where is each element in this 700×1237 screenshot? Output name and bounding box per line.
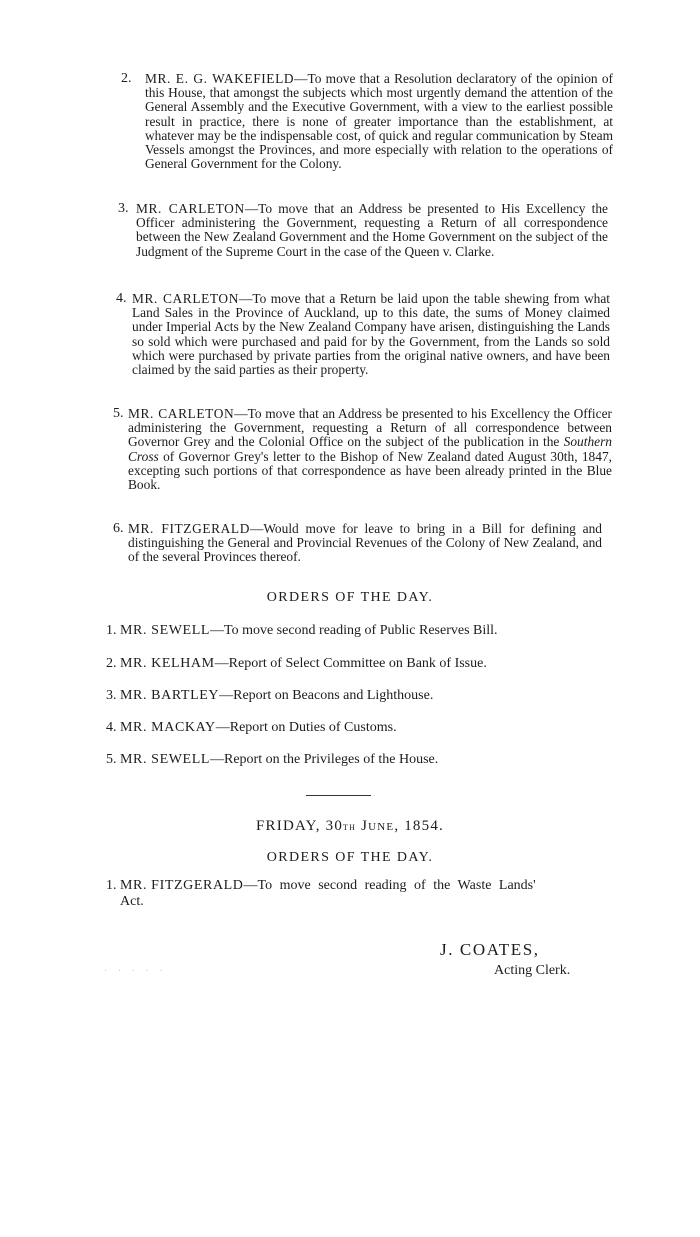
order-mover: MR. KELHAM [120, 656, 215, 671]
order-item [106, 720, 666, 736]
motion-text [136, 202, 608, 259]
order-text: —Report on Beacons and Lighthouse. [219, 688, 434, 703]
date-ordinal: th [343, 819, 357, 833]
order-number: 3. [106, 688, 117, 703]
motion-mover: MR. CARLETON [128, 406, 235, 421]
order-mover: MR. BARTLEY [120, 688, 220, 703]
clerk-name: J. COATES, [440, 940, 540, 959]
motion-number: 5. [113, 406, 124, 421]
order-text: —To move second reading of Public Reserves Bill. [210, 623, 498, 638]
orders-heading: ORDERS OF THE DAY. [266, 590, 434, 605]
motion-mover: MR. FITZGERALD [128, 521, 250, 536]
order-mover: MR. SEWELL [120, 623, 210, 638]
order-number: 1. [106, 878, 117, 893]
motion-body: —Would move for leave to bring in a Bill for defining and distinguishing the General and Provincial Revenues of the Colony of New Zealand, and of the several Provinces thereof. [128, 521, 602, 565]
motion-body: —To move that a Return be laid upon the table shewing from what Land Sales in the Province of Auckland, up to this date, the sums of Money claimed under Imperial Acts by the New Zealand Company have arisen, distinguishing the Lands so sold which were purchased and paid for by the Government, from the Lands so sold which were purchased by private parties from the original native owners, and have been claimed by the said parties as their property. [132, 291, 610, 378]
order-text: —Report on Duties of Customs. [215, 720, 397, 735]
motion-text [128, 522, 602, 565]
order-text: —Report on the Privileges of the House. [210, 752, 439, 767]
date-year: , 1854. [394, 818, 444, 834]
order-item [106, 752, 666, 768]
motion-body: —To move that a Resolution declaratory of the opinion of this House, that amongst the subjects which most urgently demand the attention of the General Assembly and the Executive Government, with a view to the earliest possible result in practice, there is none of greater importance than the establishment, at whatever may be the indispensable cost, of quick and regular communication by Steam Vessels amongst the Provinces, and more especially with relation to the operations of General Government for the Colony. [145, 71, 613, 172]
motion-mover: MR. E. G. WAKEFIELD [145, 71, 295, 86]
order-text-continued: Act. [120, 894, 144, 909]
section-divider [306, 795, 371, 796]
order-number: 5. [106, 752, 117, 767]
sitting-date [0, 818, 700, 835]
order-number: 1. [106, 623, 117, 638]
order-text: —To move second reading of the Waste Lands' [243, 878, 536, 893]
order-text: —Report of Select Committee on Bank of Issue. [214, 656, 487, 671]
motion-body-end: of Governor Grey's letter to the Bishop of New Zealand dated August 30th, 1847, excepting such portions of that correspondence as have been already printed in the Blue Book. [128, 448, 612, 493]
motion-number: 3. [118, 201, 129, 216]
motion-number: 2. [121, 71, 132, 86]
motion-body: —To move that an Address be presented to His Excellency the Officer administering the Government, requesting a Return of all correspondence between the New Zealand Government and the Home Government on the subject of the Judgment of the Supreme Court in the case of the Queen v. Clarke. [136, 201, 608, 259]
friday-orders-heading: ORDERS OF THE DAY. [266, 850, 434, 865]
order-mover: MR. FITZGERALD [120, 878, 244, 893]
motion-number: 4. [116, 291, 127, 306]
motion-text [128, 407, 612, 492]
motion-mover: MR. CARLETON [136, 201, 245, 216]
order-number: 4. [106, 720, 117, 735]
newspaper-title: Southern Cross [128, 434, 612, 464]
order-item [106, 878, 606, 910]
order-number: 2. [106, 656, 117, 671]
motion-text [133, 72, 613, 171]
order-item [106, 623, 666, 639]
motion-mover: MR. CARLETON [132, 291, 239, 306]
date-month: June [356, 818, 395, 834]
order-item [106, 656, 666, 672]
motion-text [132, 292, 610, 377]
order-mover: MR. SEWELL [120, 752, 210, 767]
motion-body-start: —To move that an Address be presented to his Excellency the Officer administering the Government, requesting a Return of all correspondence between Governor Grey and the Colonial Office on the subject of the publication in the [128, 406, 612, 450]
scan-artifact: · · · · · [104, 966, 167, 977]
clerk-title: Acting Clerk. [494, 963, 571, 978]
order-mover: MR. MACKAY [120, 720, 216, 735]
date-text: FRIDAY, 30 [256, 818, 344, 834]
motion-number: 6. [113, 521, 124, 536]
order-item [106, 688, 666, 704]
